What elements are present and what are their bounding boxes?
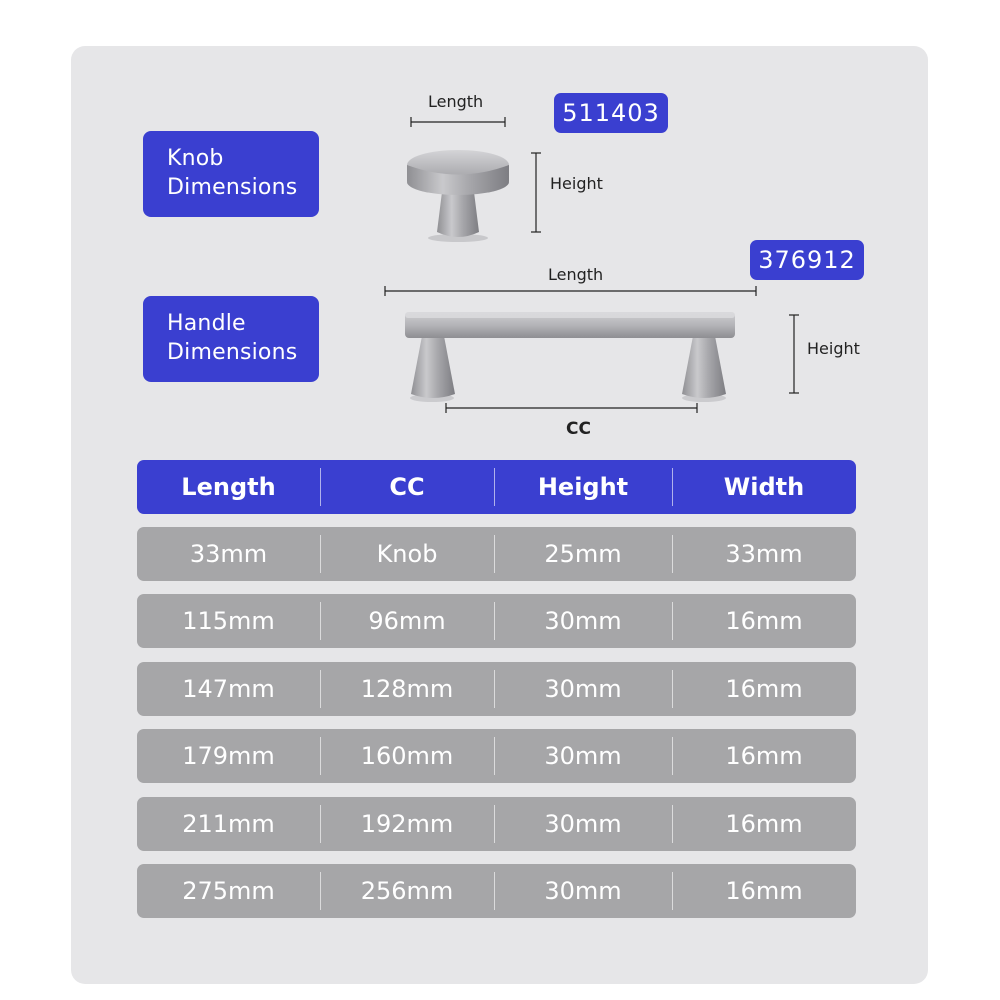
cell-cc xyxy=(320,594,494,648)
cell-cc-text: Knob xyxy=(376,540,438,568)
cell-length: 33mm xyxy=(189,540,268,568)
knob-height-dimension-line xyxy=(531,153,541,232)
cell-cc xyxy=(320,662,494,716)
table-row xyxy=(137,594,856,648)
knob-label-line1: Knob xyxy=(167,146,224,171)
handle-image xyxy=(405,312,735,402)
table-row xyxy=(137,797,856,851)
cell-height xyxy=(494,527,672,581)
cell-width xyxy=(672,594,856,648)
cell-height-text: 30mm xyxy=(544,607,622,635)
table-row xyxy=(137,527,856,581)
knob-label-line2: Dimensions xyxy=(167,175,298,200)
handle-code-badge: 376912 xyxy=(750,240,864,280)
knob-length-label: Length xyxy=(428,92,484,111)
cell-height-text: 30mm xyxy=(544,675,622,703)
cell-width-text: 16mm xyxy=(725,810,803,838)
table-row xyxy=(137,662,856,716)
cell-cc-text: 160mm xyxy=(360,742,454,770)
table-row xyxy=(137,729,856,783)
cell-cc xyxy=(320,527,494,581)
cell-cc-text: 256mm xyxy=(360,877,454,905)
header-height-text: Height xyxy=(537,473,629,501)
cell-height-text: 25mm xyxy=(544,540,622,568)
handle-cc-label: CC xyxy=(566,419,591,439)
cell-height xyxy=(494,864,672,918)
cell-height xyxy=(494,729,672,783)
handle-height-dimension-line xyxy=(789,315,799,393)
cell-width xyxy=(672,729,856,783)
handle-length-label: Length xyxy=(548,265,604,284)
cell-height-text: 30mm xyxy=(544,742,622,770)
handle-cc-dimension-line xyxy=(446,403,697,413)
knob-height-label: Height xyxy=(550,174,603,193)
cell-width-text: 16mm xyxy=(725,877,803,905)
table-header xyxy=(137,460,856,514)
cell-height xyxy=(494,662,672,716)
header-width-text: Width xyxy=(723,473,805,501)
header-height xyxy=(494,460,672,514)
cell-height-text: 30mm xyxy=(544,877,622,905)
handle-label-line1: Handle xyxy=(167,311,246,336)
cell-width-text: 33mm xyxy=(725,540,803,568)
knob-length-dimension-line xyxy=(411,117,505,127)
cell-cc-text: 192mm xyxy=(360,810,454,838)
cell-width-text: 16mm xyxy=(725,675,803,703)
header-length: Length xyxy=(181,473,276,501)
cell-width-text: 16mm xyxy=(725,742,803,770)
knob-image xyxy=(407,150,509,242)
cell-length: 115mm xyxy=(182,607,275,635)
cell-length: 147mm xyxy=(182,675,275,703)
header-width xyxy=(672,460,856,514)
cell-width xyxy=(672,527,856,581)
cell-height-text: 30mm xyxy=(544,810,622,838)
cell-length: 211mm xyxy=(182,810,275,838)
cell-height xyxy=(494,797,672,851)
cell-width-text: 16mm xyxy=(725,607,803,635)
cell-length: 275mm xyxy=(182,877,275,905)
handle-length-dimension-line xyxy=(385,286,756,296)
cell-length: 179mm xyxy=(182,742,275,770)
cell-cc xyxy=(320,797,494,851)
cell-height xyxy=(494,594,672,648)
handle-label-line2: Dimensions xyxy=(167,340,298,365)
cell-width xyxy=(672,864,856,918)
header-cc xyxy=(320,460,494,514)
table-row xyxy=(137,864,856,918)
cell-cc-text: 96mm xyxy=(368,607,446,635)
cell-cc xyxy=(320,729,494,783)
cell-cc xyxy=(320,864,494,918)
cell-width xyxy=(672,797,856,851)
handle-height-label: Height xyxy=(807,339,860,358)
header-cc-text: CC xyxy=(389,473,425,501)
cell-cc-text: 128mm xyxy=(360,675,454,703)
knob-code-badge: 511403 xyxy=(554,93,668,133)
cell-width xyxy=(672,662,856,716)
